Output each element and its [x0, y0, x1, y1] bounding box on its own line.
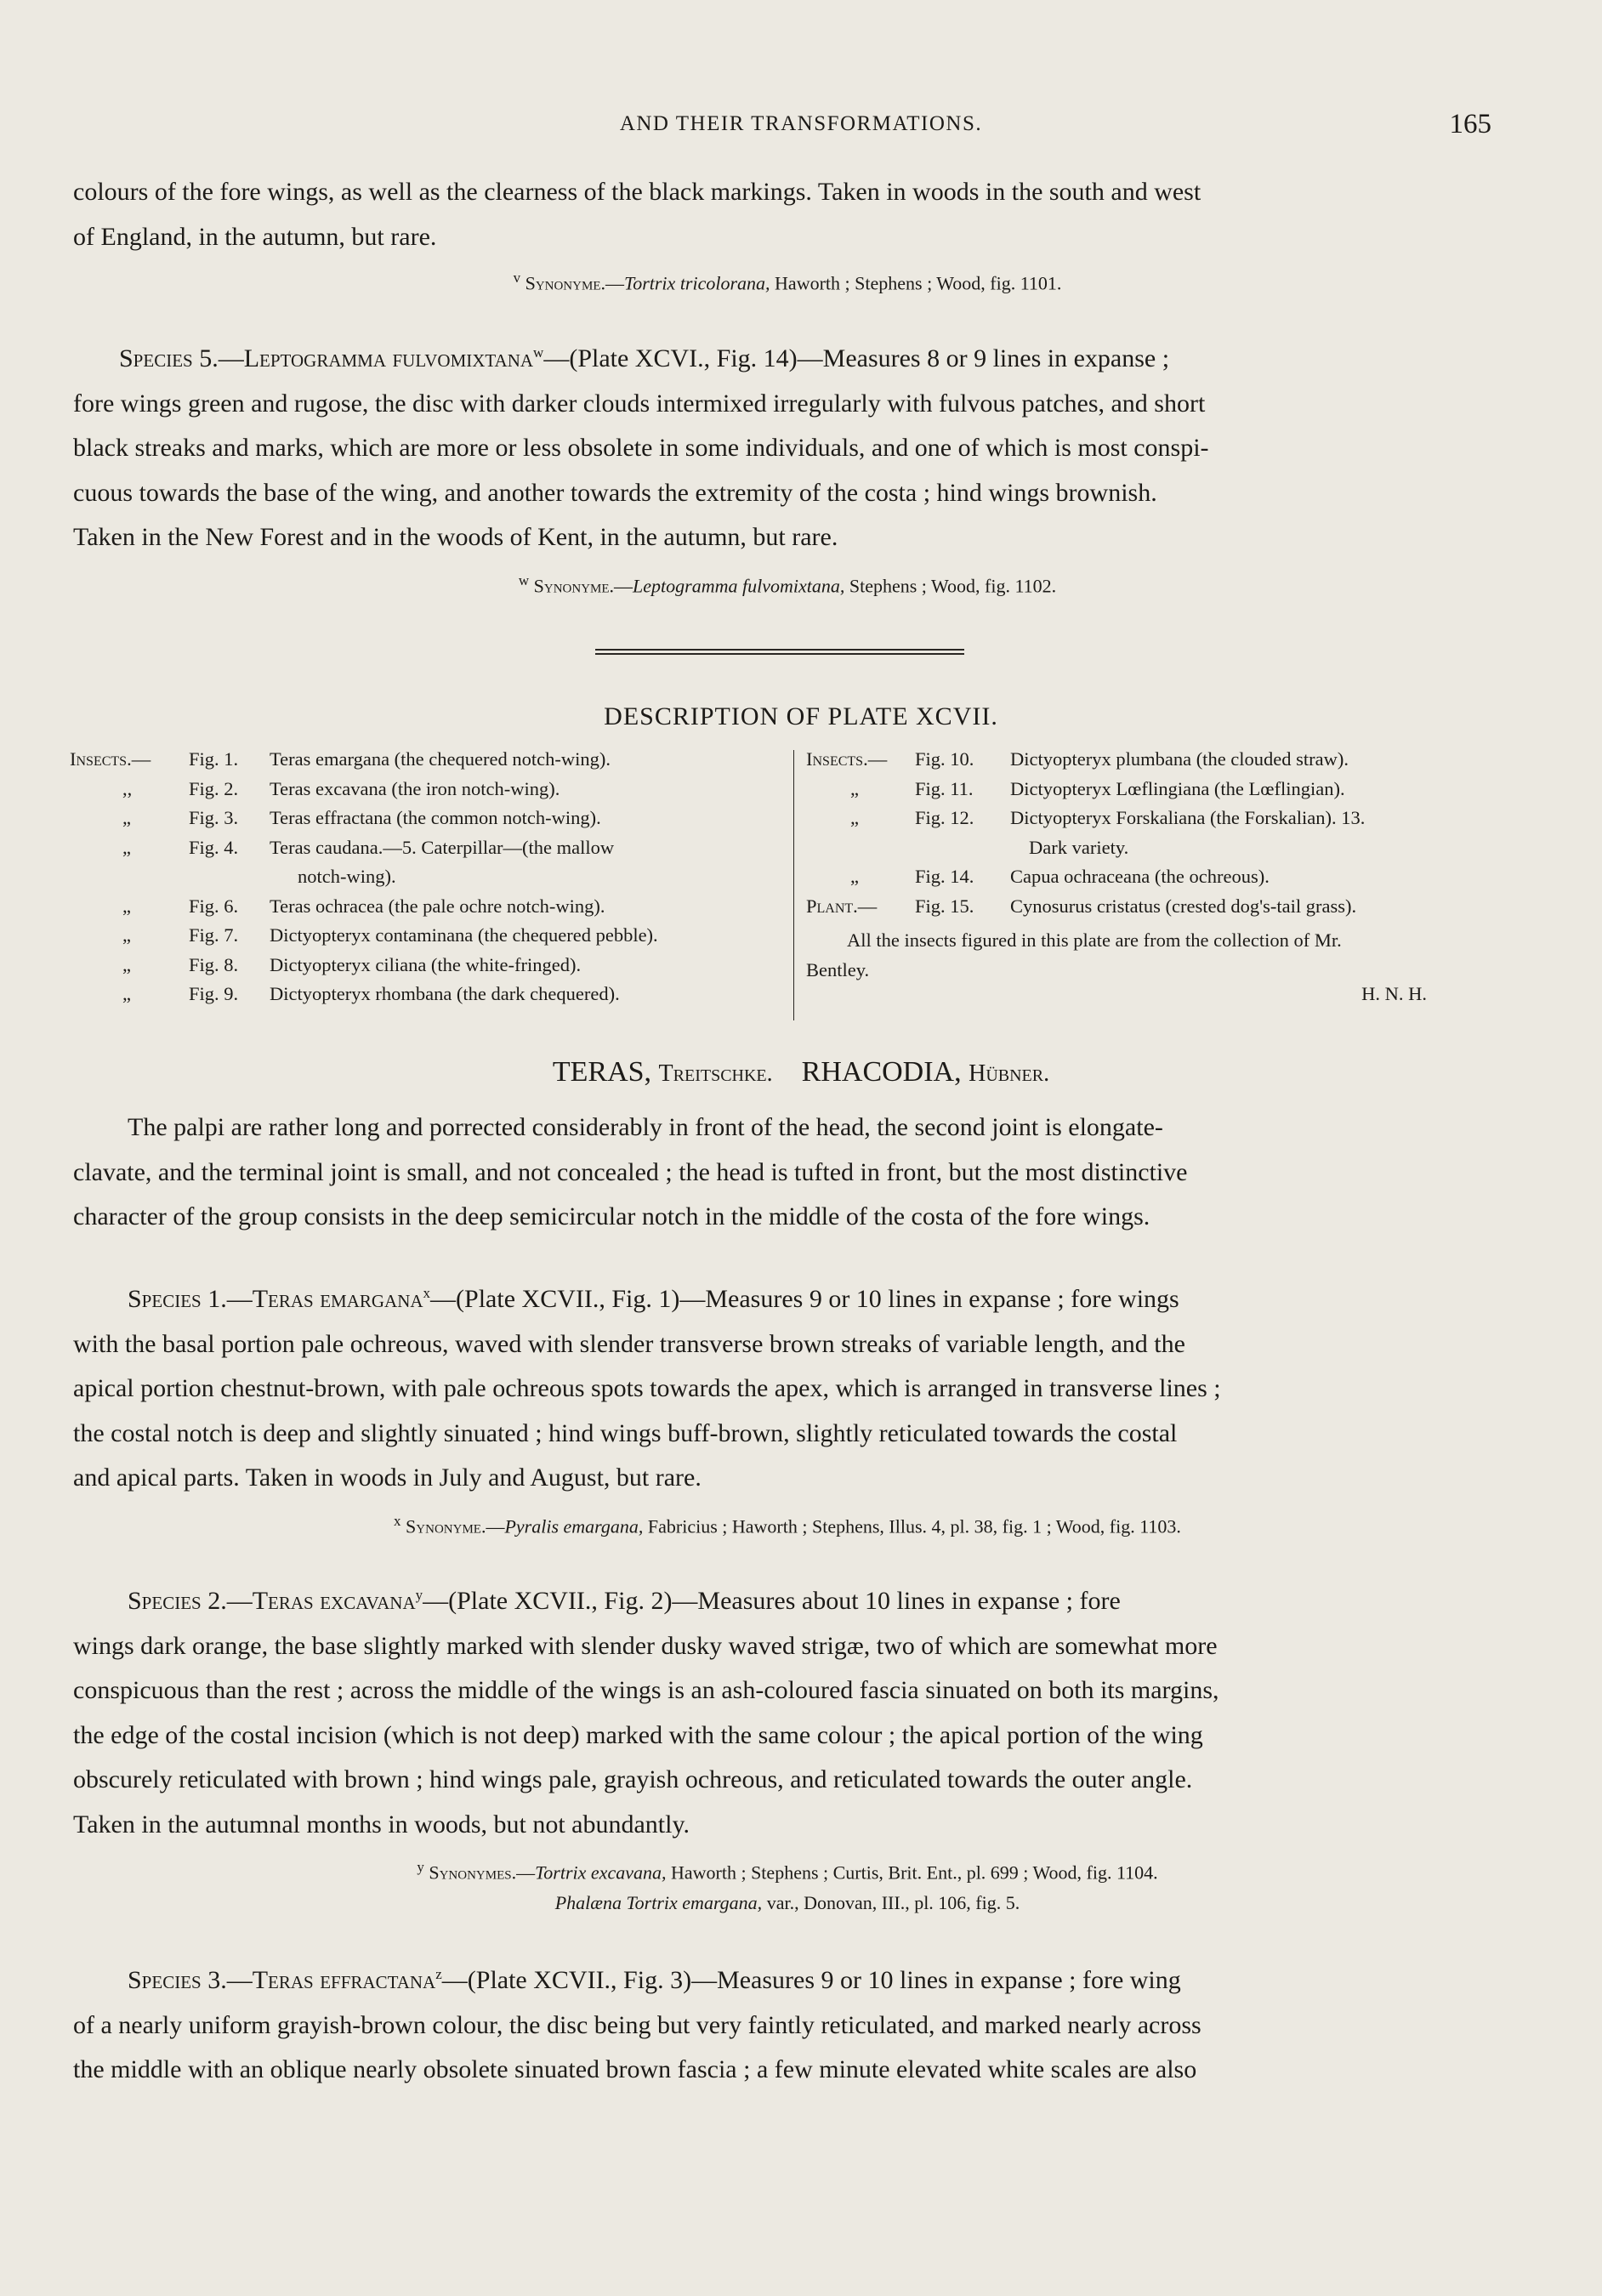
page-number: 165 — [1449, 109, 1491, 139]
synonym-rest: Haworth ; Stephens ; Wood, fig. 1101. — [775, 272, 1062, 294]
species-label: Species 1. — [128, 1285, 227, 1313]
text-line: of a nearly uniform grayish-brown colour, the disc being but very faintly reticulated, and marked nearly across — [73, 2010, 1202, 2039]
footnote-marker: y — [415, 1587, 423, 1603]
plate-entry: Insects.— Fig. 10. Dictyopteryx plumbana (the clouded straw). — [806, 748, 1349, 770]
plate-note: All the insects figured in this plate are from the collection of Mr. Bentley. — [806, 929, 1342, 980]
genus-heading: TERAS, Treitschke. RHACODIA, Hübner. — [552, 1056, 1050, 1088]
species-3-paragraph — [73, 1952, 1502, 2093]
genus-description — [73, 1105, 1502, 1240]
text-line: fore wings green and rugose, the disc with darker clouds intermixed irregularly with fulvous patches, and short — [73, 389, 1206, 418]
synonym-rest: Stephens ; Wood, fig. 1102. — [849, 574, 1057, 596]
plate-entry: „ Fig. 4. Teras caudana.—5. Caterpillar—(the mallow — [122, 836, 615, 858]
plate-heading: DESCRIPTION OF PLATE XCVII. — [604, 702, 998, 730]
text-line: with the basal portion pale ochreous, waved with slender transverse brown streaks of variable length, and the — [73, 1329, 1185, 1358]
species-1-paragraph — [73, 1271, 1502, 1542]
text-line: the middle with an oblique nearly obsolete sinuated brown fascia ; a few minute elevated white scales are also — [73, 2055, 1197, 2083]
text-line: clavate, and the terminal joint is small, and not concealed ; the head is tufted in front, but the most distinctive — [73, 1157, 1188, 1186]
plate-right-column — [806, 748, 1486, 1005]
species-label: Species 2. — [128, 1587, 227, 1615]
species-name: Teras emargana — [252, 1285, 423, 1313]
species-name: Teras excavana — [252, 1587, 416, 1615]
species-name: Leptogramma fulvomixtana — [243, 344, 534, 372]
text-line: Species 3.—Teras effractana$^z$—(Plate XCVII., Fig. 3)—Measures 9 or 10 lines in expanse ; fore wing — [73, 1952, 1502, 2003]
text-line: and apical parts. Taken in woods in July and August, but rare. — [73, 1463, 702, 1492]
plate-entry: Insects.— Fig. 1. Teras emargana (the chequered notch-wing). — [70, 748, 611, 770]
text-line: Species 2.—Teras excavana$^y$—(Plate XCVII., Fig. 2)—Measures about 10 lines in expanse ; fore — [73, 1573, 1502, 1624]
text-line: Taken in the New Forest and in the woods of Kent, in the autumn, but rare. — [73, 523, 838, 551]
column-rule — [793, 750, 794, 1020]
running-title: AND THEIR TRANSFORMATIONS. — [619, 112, 983, 135]
synonym-name: Leptogramma fulvomixtana, — [633, 574, 845, 596]
plate-entry: „ Fig. 12. Dictyopteryx Forskaliana (the Forskalian). 13. — [850, 807, 1366, 828]
text-line: Taken in the autumnal months in woods, but not abundantly. — [73, 1810, 690, 1839]
plate-entry: notch-wing). — [298, 866, 396, 887]
text-line: apical portion chestnut-brown, with pale ochreous spots towards the apex, which is arranged in transverse lines ; — [73, 1374, 1221, 1402]
plate-entry: „ Fig. 14. Capua ochraceana (the ochreous). — [850, 866, 1270, 887]
species-name: Teras effractana — [252, 1966, 436, 1994]
text-line: —(Plate XCVI., Fig. 14)—Measures 8 or 9 lines in expanse ; — [543, 344, 1170, 372]
synonym-note: $^w$ Synonyme.—Leptogramma fulvomixtana, Stephens ; Wood, fig. 1102. — [518, 571, 1057, 596]
text-line: conspicuous than the rest ; across the middle of the wings is an ash-coloured fascia sinuated on both its margins, — [73, 1676, 1219, 1704]
text-line: Species 5.—Leptogramma fulvomixtana$^w$—(Plate XCVI., Fig. 14)—Measures 8 or 9 lines in expanse ; — [73, 331, 1502, 382]
text-line: the costal notch is deep and slightly sinuated ; hind wings buff-brown, slightly reticulated towards the costal — [73, 1418, 1178, 1447]
text-line: colours of the fore wings, as well as the clearness of the black markings. Taken in woods in the south and west — [73, 178, 1202, 206]
species-label: Species 3. — [128, 1966, 227, 1994]
text-line: black streaks and marks, which are more or less obsolete in some individuals, and one of which is most conspi- — [73, 434, 1209, 462]
synonym-label: Synonyme. — [525, 272, 605, 294]
text-line: obscurely reticulated with brown ; hind wings pale, grayish ochreous, and reticulated towards the outer angle. — [73, 1765, 1193, 1793]
species-label: Species 5. — [119, 344, 219, 372]
synonym-name: Tortrix tricolorana, — [623, 272, 770, 294]
text-line: cuous towards the base of the wing, and another towards the extremity of the costa ; hind wings brownish. — [73, 478, 1157, 507]
author-initials: H. N. H. — [1361, 983, 1427, 1004]
intro-paragraph — [73, 170, 1502, 298]
footnote-marker: x — [423, 1285, 431, 1301]
text-line: wings dark orange, the base slightly marked with slender dusky waved strigæ, two of which are somewhat more — [73, 1631, 1218, 1660]
species-2-paragraph — [73, 1573, 1502, 1918]
plate-entry: „ Fig. 6. Teras ochracea (the pale ochre notch-wing). — [122, 895, 605, 917]
plate-entry: „ Fig. 9. Dictyopteryx rhombana (the dark chequered). — [122, 983, 620, 1004]
plate-entry: ,, Fig. 2. Teras excavana (the iron notch-wing). — [122, 777, 560, 799]
synonym-note: $^v$ Synonyme.—Tortrix tricolorana, Haworth ; Stephens ; Wood, fig. 1101. — [513, 270, 1062, 294]
section-divider — [595, 649, 964, 658]
synonym-label: Synonyme. — [533, 574, 615, 596]
plate-left-column — [70, 748, 784, 1013]
footnote-marker: z — [435, 1966, 442, 1982]
plate-entry: Plant.— Fig. 15. Cynosurus cristatus (crested dog's-tail grass). — [806, 895, 1357, 917]
page-header — [0, 109, 1602, 146]
synonym-note: $^x$ Synonyme.—Pyralis emargana, Fabricius ; Haworth ; Stephens, Illus. 4, pl. 38, fig. 1 ; Wood, fig. 1103. — [394, 1512, 1181, 1537]
plate-entry: „ Fig. 3. Teras effractana (the common notch-wing). — [122, 807, 601, 828]
plate-entry: „ Fig. 7. Dictyopteryx contaminana (the chequered pebble). — [122, 924, 658, 946]
plate-entry: „ Fig. 8. Dictyopteryx ciliana (the white-fringed). — [122, 953, 582, 975]
species-5-paragraph — [73, 331, 1502, 601]
text-line: The palpi are rather long and porrected considerably in front of the head, the second joint is elongate- — [128, 1113, 1163, 1141]
text-line: character of the group consists in the deep semicircular notch in the middle of the costa of the fore wings. — [73, 1202, 1150, 1230]
synonym-note: Phalæna Tortrix emargana, var., Donovan, III., pl. 106, fig. 5. — [554, 1892, 1020, 1914]
text-line: Species 1.—Teras emargana$^x$—(Plate XCVII., Fig. 1)—Measures 9 or 10 lines in expanse ; fore wings — [73, 1271, 1502, 1322]
text-line: the edge of the costal incision (which is not deep) marked with the same colour ; the apical portion of the wing — [73, 1720, 1203, 1749]
plate-entry: „ Fig. 11. Dictyopteryx Lœflingiana (the Lœflingian). — [850, 777, 1345, 799]
plate-entry: Dark variety. — [1029, 836, 1129, 858]
footnote-marker: w — [533, 344, 544, 361]
text-line: of England, in the autumn, but rare. — [73, 222, 437, 251]
footnote-marker: v — [513, 270, 521, 286]
synonym-note: $^y$ Synonymes.—Tortrix excavana, Haworth ; Stephens ; Curtis, Brit. Ent., pl. 699 ; Wood, fig. 1104. — [417, 1859, 1158, 1884]
